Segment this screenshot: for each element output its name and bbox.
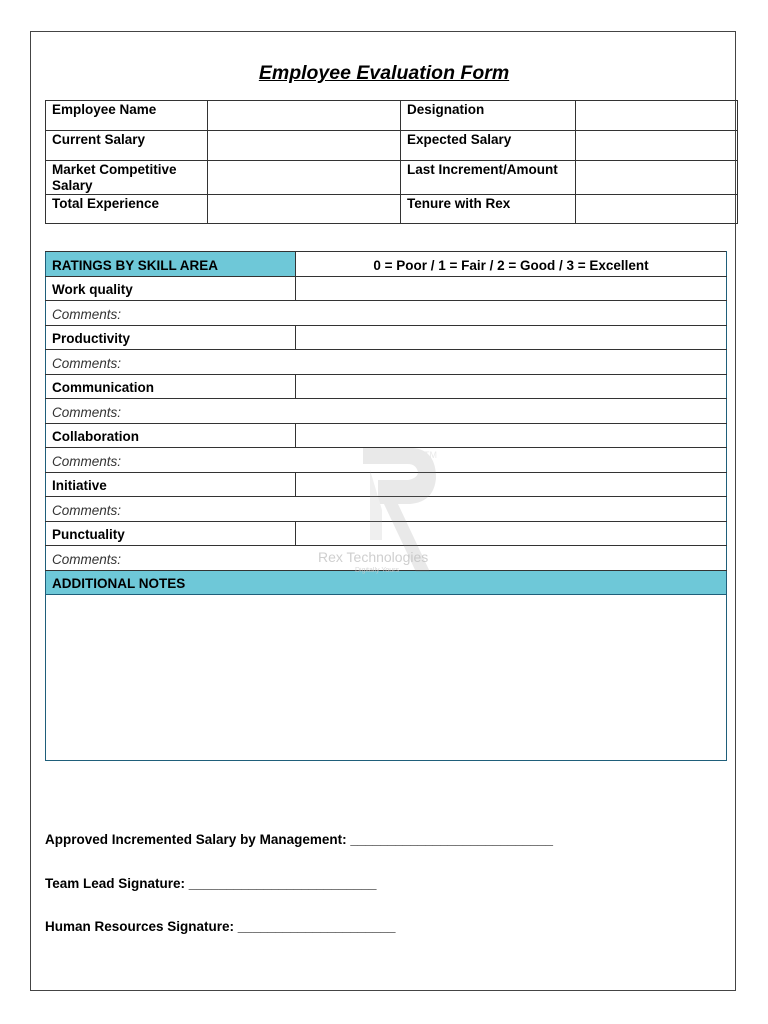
approved-salary-line[interactable]: Approved Incremented Salary by Management: ___________________________ bbox=[45, 832, 554, 847]
trademark-mark: TM bbox=[424, 450, 437, 460]
comment-row bbox=[46, 497, 727, 522]
skill-row bbox=[46, 423, 727, 448]
additional-notes-header: ADDITIONAL NOTES bbox=[46, 570, 727, 595]
work-quality-rating-field[interactable] bbox=[296, 276, 727, 301]
skill-label: Punctuality bbox=[46, 521, 296, 546]
info-label: Market Competitive Salary bbox=[46, 161, 208, 195]
productivity-comments-field[interactable]: Comments: bbox=[46, 350, 727, 375]
market-salary-field[interactable] bbox=[208, 161, 401, 195]
initiative-rating-field[interactable] bbox=[296, 472, 727, 497]
info-label: Last Increment/Amount bbox=[401, 161, 576, 195]
skill-label: Communication bbox=[46, 374, 296, 399]
form-title: Employee Evaluation Form bbox=[258, 62, 510, 84]
info-label: Expected Salary bbox=[401, 131, 576, 161]
ratings-header-row bbox=[46, 252, 727, 277]
current-salary-field[interactable] bbox=[208, 131, 401, 161]
ratings-header: RATINGS BY SKILL AREA bbox=[46, 252, 296, 277]
comment-row bbox=[46, 448, 727, 473]
total-experience-field[interactable] bbox=[208, 195, 401, 224]
designation-field[interactable] bbox=[576, 101, 738, 131]
info-label: Designation bbox=[401, 101, 576, 131]
work-quality-comments-field[interactable]: Comments: bbox=[46, 301, 727, 326]
watermark-tagline: Digitally Yours bbox=[355, 567, 399, 574]
team-lead-signature-line[interactable]: Team Lead Signature: _________________________ bbox=[45, 876, 377, 891]
info-label: Employee Name bbox=[46, 101, 208, 131]
collaboration-comments-field[interactable]: Comments: bbox=[46, 448, 727, 473]
info-label: Total Experience bbox=[46, 195, 208, 224]
info-label: Tenure with Rex bbox=[401, 195, 576, 224]
skill-label: Productivity bbox=[46, 325, 296, 350]
info-label: Current Salary bbox=[46, 131, 208, 161]
comment-row bbox=[46, 350, 727, 375]
collaboration-rating-field[interactable] bbox=[296, 423, 727, 448]
info-row bbox=[46, 131, 738, 161]
skill-label: Collaboration bbox=[46, 423, 296, 448]
last-increment-field[interactable] bbox=[576, 161, 738, 195]
tenure-field[interactable] bbox=[576, 195, 738, 224]
punctuality-comments-field[interactable]: Comments: bbox=[46, 546, 727, 571]
skill-row bbox=[46, 472, 727, 497]
communication-comments-field[interactable]: Comments: bbox=[46, 399, 727, 424]
comment-row bbox=[46, 301, 727, 326]
skill-label: Initiative bbox=[46, 472, 296, 497]
employee-name-field[interactable] bbox=[208, 101, 401, 131]
punctuality-rating-field[interactable] bbox=[296, 521, 727, 546]
skill-row bbox=[46, 521, 727, 546]
watermark-company-name: Rex Technologies bbox=[318, 549, 429, 565]
initiative-comments-field[interactable]: Comments: bbox=[46, 497, 727, 522]
skill-row bbox=[46, 374, 727, 399]
skill-label: Work quality bbox=[46, 276, 296, 301]
skill-row bbox=[46, 325, 727, 350]
info-row bbox=[46, 161, 738, 195]
communication-rating-field[interactable] bbox=[296, 374, 727, 399]
info-row bbox=[46, 101, 738, 131]
comment-row bbox=[46, 399, 727, 424]
notes-body-row bbox=[46, 595, 727, 761]
additional-notes-field[interactable] bbox=[46, 595, 727, 761]
skill-row bbox=[46, 276, 727, 301]
productivity-rating-field[interactable] bbox=[296, 325, 727, 350]
info-row bbox=[46, 195, 738, 224]
hr-signature-line[interactable]: Human Resources Signature: _____________________ bbox=[45, 919, 396, 934]
employee-info-table bbox=[45, 100, 738, 224]
rating-scale: 0 = Poor / 1 = Fair / 2 = Good / 3 = Excellent bbox=[296, 252, 727, 277]
ratings-table bbox=[45, 251, 727, 761]
expected-salary-field[interactable] bbox=[576, 131, 738, 161]
